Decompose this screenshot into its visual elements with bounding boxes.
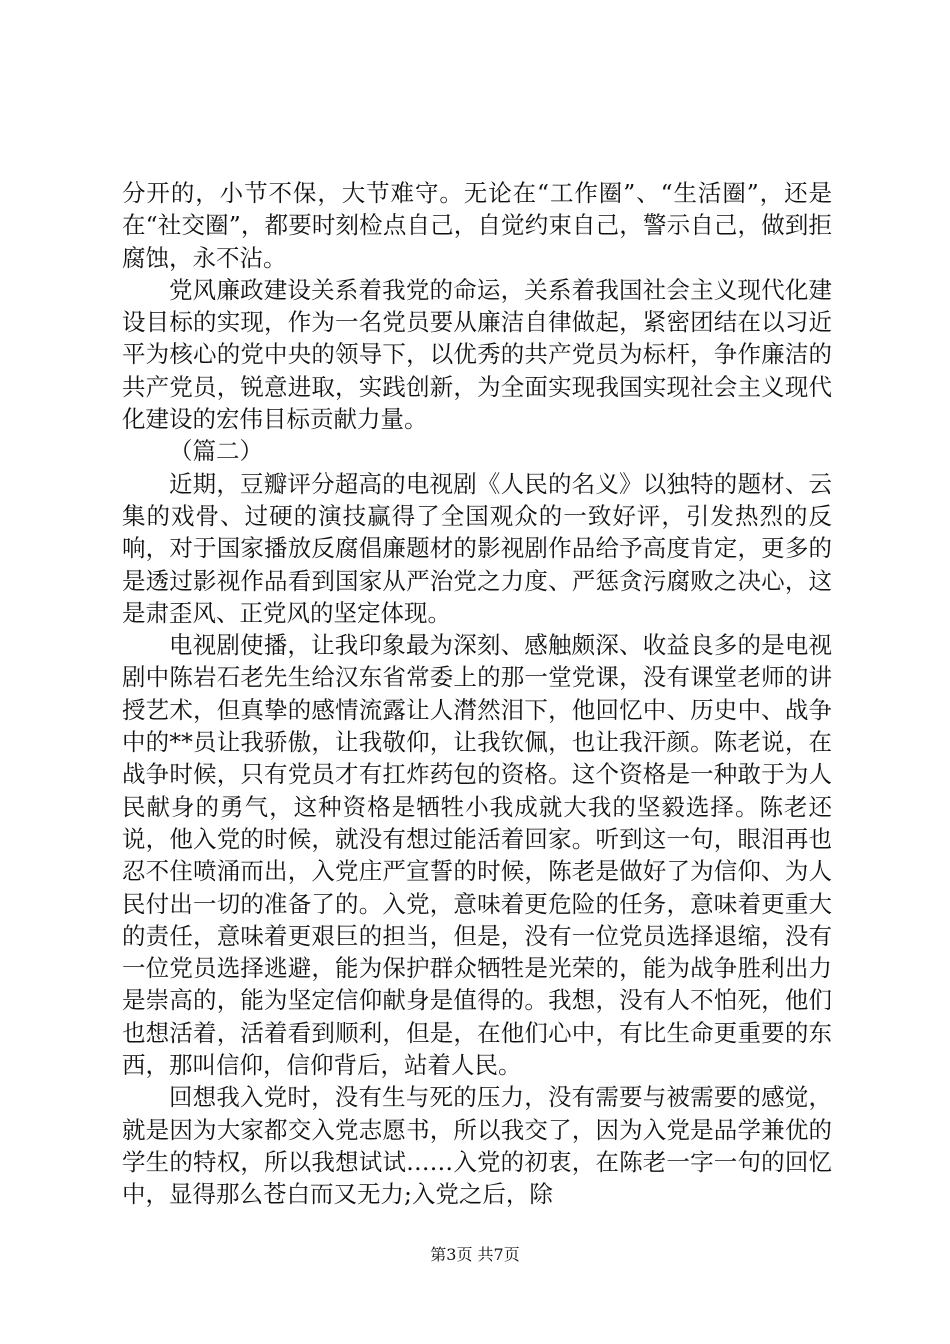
paragraph-party-integrity: 党风廉政建设关系着我党的命运，关系着我国社会主义现代化建设目标的实现，作为一名党员要从廉洁自律做起，紧密团结在以习近平为核心的党中央的领导下，以优秀的共产党员为标杆，争作廉洁的共产党员，锐意进取，实践创新，为全面实现我国实现社会主义现代化建设的宏伟目标贡献力量。: [122, 275, 832, 434]
section-heading: （篇二）: [169, 437, 263, 466]
paragraph-tv-drama-intro: 近期，豆瓣评分超高的电视剧《人民的名义》以独特的题材、云集的戏骨、过硬的演技赢得了全国观众的一致好评，引发热烈的反响，对于国家播放反腐倡廉题材的影视剧作品给予高度肯定，更多的是透过影视作品看到国家从严治党之力度、严惩贪污腐败之决心，这是肃歪风、正党风的坚定体现。: [122, 469, 832, 627]
paragraph-continuation: 分开的，小节不保，大节难守。无论在“工作圈”、“生活圈”，还是在“社交圈”，都要时刻检点自己，自觉约束自己，警示自己，做到拒腐蚀，永不沾。: [122, 179, 832, 272]
page-footer: 第3页 共7页: [430, 1245, 520, 1264]
paragraph-party-lesson: 电视剧使播，让我印象最为深刻、感触颇深、收益良多的是电视剧中陈岩石老先生给汉东省常委上的那一堂党课，没有课堂老师的讲授艺术，但真挚的感情流露让人潸然泪下，他回忆中、历史中、战争中的**员让我骄傲，让我敬仰，让我钦佩，也让我汗颜。陈老说，在战争时候，只有党员才有扛炸药包的资格。这个资格是一种敢于为人民献身的勇气，这种资格是牺牲小我成就大我的坚毅选择。陈老还说，他入党的时候，就没有想过能活着回家。听到这一句，眼泪再也忍不住喷涌而出，入党庄严宣誓的时候，陈老是做好了为信仰、为人民付出一切的准备了的。入党，意味着更危险的任务，意味着更重大的责任，意味着更艰巨的担当，但是，没有一位党员选择退缩，没有一位党员选择逃避，能为保护群众牺牲是光荣的，能为战争胜利出力是崇高的，能为坚定信仰献身是值得的。我想，没有人不怕死，他们也想活着，活着看到顺利，但是，在他们心中，有比生命更重要的东西，那叫信仰，信仰背后，站着人民。: [122, 631, 832, 1080]
document-body: [122, 177, 832, 1211]
paragraph-reflection: 回想我入党时，没有生与死的压力，没有需要与被需要的感觉，就是因为大家都交入党志愿书，所以我交了，因为入党是品学兼优的学生的特权，所以我想试试……入党的初衷，在陈老一字一句的回忆中，显得那么苍白而又无力;入党之后，除: [122, 1083, 832, 1209]
